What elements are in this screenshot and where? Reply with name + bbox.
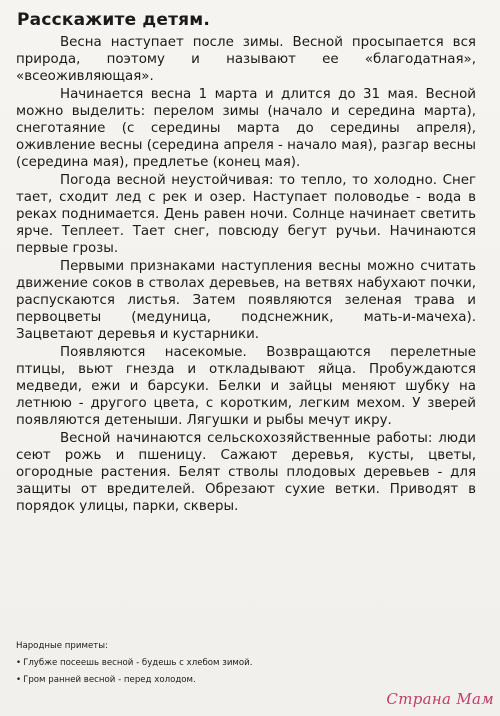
folk-omens-heading: Народные приметы:: [16, 641, 108, 651]
paragraph-spring-farming: Весной начинаются сельскохозяйственные работы: люди сеют рожь и пшеницу. Сажают деревья, кусты, цветы, огородные растения. Белят стволы плодовых деревьев - для защиты от вредителей. Обрезают сухие ветки. Приводят в порядок улицы, парки, скверы.: [16, 430, 476, 515]
paragraph-spring-intro: Весна наступает после зимы. Весной просыпается вся природа, поэтому и называют ее «благодатная», «всеоживляющая».: [16, 35, 476, 85]
site-watermark: Страна Мам: [386, 690, 494, 708]
folk-omens: [16, 638, 316, 689]
list-item: • Глубже посеешь весной - будешь с хлебом зимой.: [16, 655, 316, 672]
paragraph-spring-periods: Начинается весна 1 марта и длится до 31 мая. Весной можно выделить: перелом зимы (начало и середина марта), снеготаяние (с середины марта до середины апреля), оживление весны (середина апреля - начало мая), разгар весны (середина мая), предлетье (конец мая).: [16, 86, 476, 171]
paragraph-spring-animals: Появляются насекомые. Возвращаются перелетные птицы, вьют гнезда и откладывают яйца. Пробуждаются медведи, ежи и барсуки. Белки и зайцы меняют шубку на летнюю - другого цвета, с коротким, легким мехом. У зверей появляются детеныши. Лягушки и рыбы мечут икру.: [16, 344, 476, 429]
paragraph-spring-plants: Первыми признаками наступления весны можно считать движение соков в стволах деревьев, на ветвях набухают почки, распускаются листья. Затем появляются зеленая трава и первоцветы (медуница, подснежник, мать-и-мачеха). Зацветают деревья и кустарники.: [16, 258, 476, 343]
paragraph-spring-weather: Погода весной неустойчивая: то тепло, то холодно. Снег тает, сходит лед с рек и озер. Наступает половодье - вода в реках поднимается. День равен ночи. Солнце начинает светить ярче. Теплеет. Тает снег, повсюду бегут ручьи. Начинаются первые грозы.: [16, 172, 476, 257]
article-body: [16, 34, 476, 516]
page-title: Расскажите детям.: [17, 10, 211, 30]
list-item: • Гром ранней весной - перед холодом.: [16, 672, 316, 689]
folk-omens-list: [16, 655, 316, 689]
